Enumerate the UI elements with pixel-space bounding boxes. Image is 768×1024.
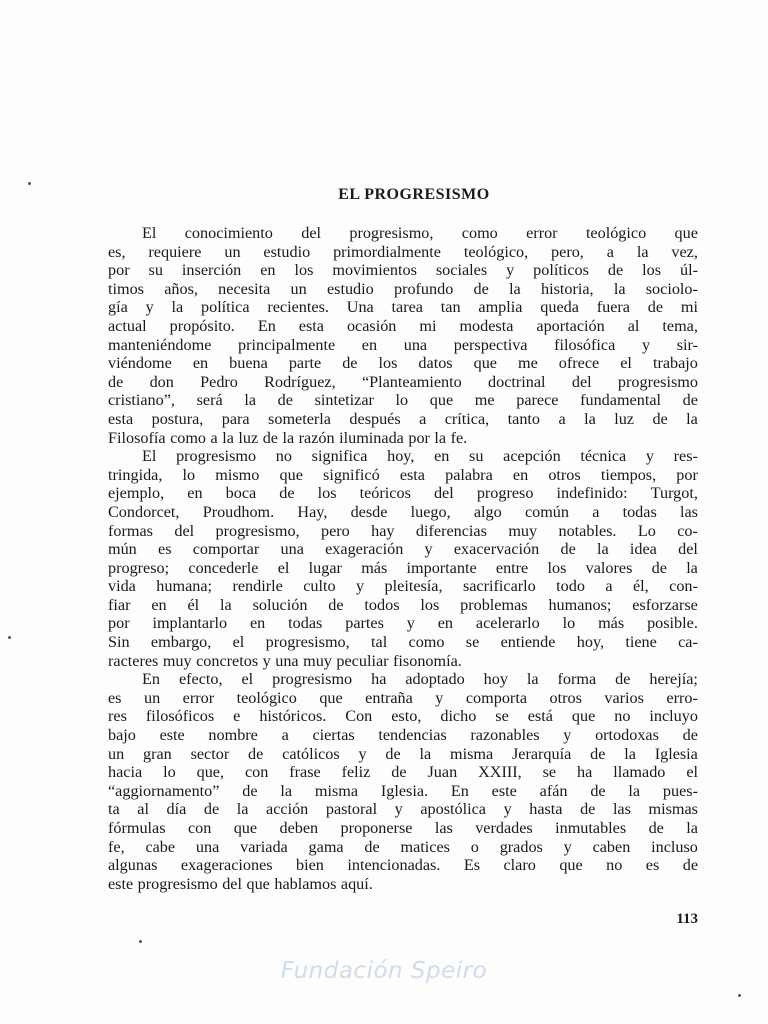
text-line: timos años, necesita un estudio profundo de la historia, la sociolo- <box>108 279 698 298</box>
text-line: fe, cabe una variada gama de matices o grados y caben incluso <box>108 837 698 856</box>
scan-speck <box>738 994 741 997</box>
text-line: mún es comportar una exageración y exacervación de la idea del <box>108 540 698 559</box>
text-line: ejemplo, en boca de los teóricos del progreso indefinido: Turgot, <box>108 484 698 503</box>
text-line: bajo este nombre a ciertas tendencias razonables y ortodoxas de <box>108 726 698 745</box>
text-line: racteres muy concretos y una muy peculiar fisonomía. <box>108 651 462 670</box>
scan-speck <box>28 182 31 185</box>
text-line: El conocimiento del progresismo, como error teológico que <box>142 224 698 242</box>
text-line: fiar en él la solución de todos los problemas humanos; esforzarse <box>108 595 698 614</box>
chapter-title: EL PROGRESISMO <box>338 186 490 203</box>
text-line: En efecto, el progresismo ha adoptado hoy la forma de herejía; <box>142 670 698 689</box>
text-line: viéndome en buena parte de los datos que me ofrece el trabajo <box>108 354 698 373</box>
document-page <box>108 0 698 1024</box>
body-text <box>108 224 698 893</box>
watermark: Fundación Speiro <box>280 958 488 984</box>
text-line: es un error teológico que entraña y comporta otros varios erro- <box>108 688 698 707</box>
text-line: Sin embargo, el progresismo, tal como se entiende hoy, tiene ca- <box>108 633 698 652</box>
text-line: este progresismo del que hablamos aquí. <box>108 874 373 893</box>
page-number: 113 <box>676 911 698 927</box>
text-line: progreso; concederle el lugar más importante entre los valores de la <box>108 558 698 577</box>
text-line: vida humana; rendirle culto y pleitesía, sacrificarlo todo a él, con- <box>108 577 698 596</box>
text-line: tringida, lo mismo que significó esta palabra en otros tiempos, por <box>108 465 698 484</box>
text-line: ta al día de la acción pastoral y apostólica y hasta de las mismas <box>108 800 698 819</box>
text-line: cristiano”, será la de sintetizar lo que me parece fundamental de <box>108 391 698 410</box>
text-line: es, requiere un estudio primordialmente teológico, pero, a la vez, <box>108 242 698 261</box>
text-line: Condorcet, Proudhom. Hay, desde luego, algo común a todas las <box>108 502 698 521</box>
text-line: hacia lo que, con frase feliz de Juan XXIII, se ha llamado el <box>108 763 698 782</box>
text-line: fórmulas con que deben proponerse las verdades inmutables de la <box>108 819 698 837</box>
text-line: de don Pedro Rodríguez, “Planteamiento doctrinal del progresismo <box>108 372 698 391</box>
text-line: El progresismo no significa hoy, en su acepción técnica y res- <box>142 447 698 466</box>
paragraph <box>108 224 698 447</box>
text-line: por su inserción en los movimientos sociales y políticos de los úl- <box>108 261 698 280</box>
text-line: un gran sector de católicos y de la misma Jerarquía de la Iglesia <box>108 744 698 763</box>
text-line: Filosofía como a la luz de la razón iluminada por la fe. <box>108 428 468 447</box>
text-line: algunas exageraciones bien intencionadas. Es claro que no es de <box>108 856 698 875</box>
paragraph <box>108 447 698 670</box>
text-line: esta postura, para someterla después a crítica, tanto a la luz de la <box>108 409 698 428</box>
text-line: res filosóficos e históricos. Con esto, dicho se está que no incluyo <box>108 707 698 726</box>
text-line: “aggiornamento” de la misma Iglesia. En este afán de la pues- <box>108 781 698 800</box>
text-line: por implantarlo en todas partes y en acelerarlo lo más posible. <box>108 614 698 633</box>
scan-speck <box>8 636 11 639</box>
text-line: gía y la política recientes. Una tarea tan amplia queda fuera de mi <box>108 298 698 317</box>
text-line: actual propósito. En esta ocasión mi modesta aportación al tema, <box>108 316 698 335</box>
text-line: manteniéndome principalmente en una perspectiva filosófica y sir- <box>108 335 698 354</box>
scan-speck <box>139 940 142 943</box>
text-line: formas del progresismo, pero hay diferencias muy notables. Lo co- <box>108 521 698 540</box>
paragraph <box>108 670 698 893</box>
